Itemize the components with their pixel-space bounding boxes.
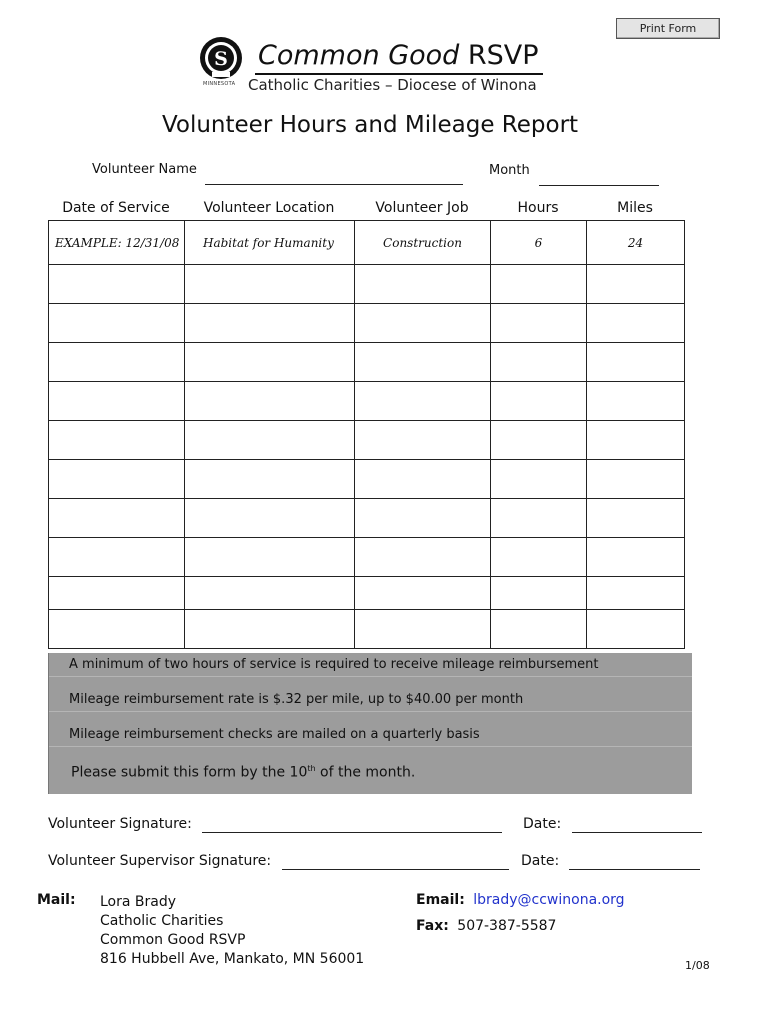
address-line: 816 Hubbell Ave, Mankato, MN 56001	[100, 951, 365, 967]
address-line: Catholic Charities	[100, 913, 224, 929]
table-cell-input[interactable]	[355, 421, 491, 460]
table-cell-input[interactable]	[185, 304, 355, 343]
table-cell-input[interactable]	[185, 265, 355, 304]
table-cell-input[interactable]	[587, 538, 685, 577]
column-header-miles: Miles	[617, 200, 653, 216]
submit-deadline-text	[71, 764, 415, 781]
table-cell-input[interactable]	[185, 499, 355, 538]
table-cell-input[interactable]	[185, 577, 355, 610]
table-cell-input[interactable]	[355, 499, 491, 538]
notice-divider	[49, 711, 692, 712]
example-miles: 24	[587, 221, 685, 265]
column-header-location: Volunteer Location	[203, 200, 335, 216]
notice-line-3: Mileage reimbursement checks are mailed on a quarterly basis	[69, 727, 480, 742]
table-row	[49, 304, 685, 343]
fax-label: Fax:	[416, 918, 449, 934]
table-cell-input[interactable]	[49, 304, 185, 343]
table-row	[49, 610, 685, 649]
table-row	[49, 421, 685, 460]
table-cell-input[interactable]	[355, 343, 491, 382]
month-field[interactable]	[539, 185, 659, 186]
volunteer-signature-field[interactable]	[202, 832, 502, 833]
table-cell-input[interactable]	[49, 382, 185, 421]
example-location: Habitat for Humanity	[185, 221, 355, 265]
supervisor-date-label: Date:	[521, 853, 560, 869]
table-cell-input[interactable]	[355, 265, 491, 304]
table-row	[49, 460, 685, 499]
notice-divider	[49, 676, 692, 677]
table-cell-input[interactable]	[587, 499, 685, 538]
table-cell-input[interactable]	[587, 265, 685, 304]
table-cell-input[interactable]	[49, 499, 185, 538]
submit-text-after: of the month.	[315, 764, 416, 781]
table-cell-input[interactable]	[49, 460, 185, 499]
title-underline	[255, 73, 543, 75]
email-link[interactable]: lbrady@ccwinona.org	[473, 892, 625, 908]
example-hours: 6	[491, 221, 587, 265]
email-label: Email:	[416, 892, 465, 908]
table-cell-input[interactable]	[587, 610, 685, 649]
table-cell-input[interactable]	[185, 460, 355, 499]
email-row	[416, 891, 625, 910]
supervisor-signature-label: Volunteer Supervisor Signature:	[48, 853, 272, 869]
address-line: Lora Brady	[100, 894, 177, 910]
volunteer-date-field[interactable]	[572, 832, 702, 833]
table-cell-input[interactable]	[49, 610, 185, 649]
volunteer-date-label: Date:	[523, 816, 562, 832]
table-cell-input[interactable]	[185, 382, 355, 421]
address-line: Common Good RSVP	[100, 932, 246, 948]
submit-text-sup: th	[307, 764, 316, 773]
table-cell-input[interactable]	[491, 265, 587, 304]
mail-label: Mail:	[37, 892, 76, 908]
table-cell-input[interactable]	[491, 304, 587, 343]
table-cell-input[interactable]	[185, 610, 355, 649]
table-cell-input[interactable]	[49, 343, 185, 382]
table-row	[49, 538, 685, 577]
table-cell-input[interactable]	[355, 610, 491, 649]
table-cell-input[interactable]	[491, 460, 587, 499]
table-cell-input[interactable]	[491, 421, 587, 460]
notice-divider	[49, 746, 692, 747]
table-cell-input[interactable]	[49, 577, 185, 610]
table-cell-input[interactable]	[587, 577, 685, 610]
submit-text-before: Please submit this form by the 10	[71, 764, 308, 781]
org-title-italic: Common Good	[258, 40, 460, 71]
table-row	[49, 499, 685, 538]
svg-text:S: S	[214, 48, 228, 70]
fax-row	[416, 917, 556, 936]
report-title: Volunteer Hours and Mileage Report	[161, 112, 579, 138]
org-subtitle: Catholic Charities – Diocese of Winona	[248, 76, 537, 94]
table-cell-input[interactable]	[491, 610, 587, 649]
table-cell-input[interactable]	[491, 577, 587, 610]
table-cell-input[interactable]	[185, 421, 355, 460]
mailing-address	[100, 893, 364, 969]
hours-log-table	[48, 220, 685, 649]
logo-caption: MINNESOTA	[203, 81, 236, 87]
notice-line-1: A minimum of two hours of service is required to receive mileage reimbursement	[69, 657, 599, 672]
example-job: Construction	[355, 221, 491, 265]
example-date: EXAMPLE: 12/31/08	[49, 221, 185, 265]
table-cell-input[interactable]	[491, 382, 587, 421]
fax-number: 507-387-5587	[457, 918, 557, 934]
revision-date: 1/08	[685, 959, 710, 972]
table-cell-input[interactable]	[587, 343, 685, 382]
table-row	[49, 265, 685, 304]
volunteer-name-label: Volunteer Name	[92, 162, 197, 177]
table-cell-input[interactable]	[49, 265, 185, 304]
notice-line-2: Mileage reimbursement rate is $.32 per mile, up to $40.00 per month	[69, 692, 524, 707]
table-row	[49, 343, 685, 382]
table-cell-input[interactable]	[587, 382, 685, 421]
table-cell-input[interactable]	[587, 421, 685, 460]
example-row	[49, 221, 685, 265]
table-cell-input[interactable]	[491, 538, 587, 577]
print-form-button[interactable]: Print Form	[616, 18, 720, 39]
table-cell-input[interactable]	[355, 538, 491, 577]
column-header-hours: Hours	[517, 200, 559, 216]
volunteer-name-field[interactable]	[205, 184, 463, 185]
supervisor-date-field[interactable]	[569, 869, 700, 870]
reimbursement-notice	[48, 653, 692, 794]
table-cell-input[interactable]	[587, 304, 685, 343]
table-cell-input[interactable]	[355, 577, 491, 610]
table-cell-input[interactable]	[355, 460, 491, 499]
table-cell-input[interactable]	[491, 499, 587, 538]
column-header-job: Volunteer Job	[375, 200, 469, 216]
table-row	[49, 577, 685, 610]
table-cell-input[interactable]	[491, 343, 587, 382]
month-label: Month	[489, 163, 530, 178]
table-cell-input[interactable]	[355, 304, 491, 343]
table-cell-input[interactable]	[49, 538, 185, 577]
org-title	[258, 40, 539, 71]
volunteer-signature-label: Volunteer Signature:	[48, 816, 192, 832]
table-cell-input[interactable]	[185, 538, 355, 577]
table-cell-input[interactable]	[49, 421, 185, 460]
table-cell-input[interactable]	[185, 343, 355, 382]
americorps-seal-logo	[199, 36, 243, 80]
table-row	[49, 382, 685, 421]
table-cell-input[interactable]	[355, 382, 491, 421]
org-title-rest: RSVP	[459, 40, 539, 71]
column-header-date: Date of Service	[62, 200, 170, 216]
table-cell-input[interactable]	[587, 460, 685, 499]
supervisor-signature-field[interactable]	[282, 869, 509, 870]
